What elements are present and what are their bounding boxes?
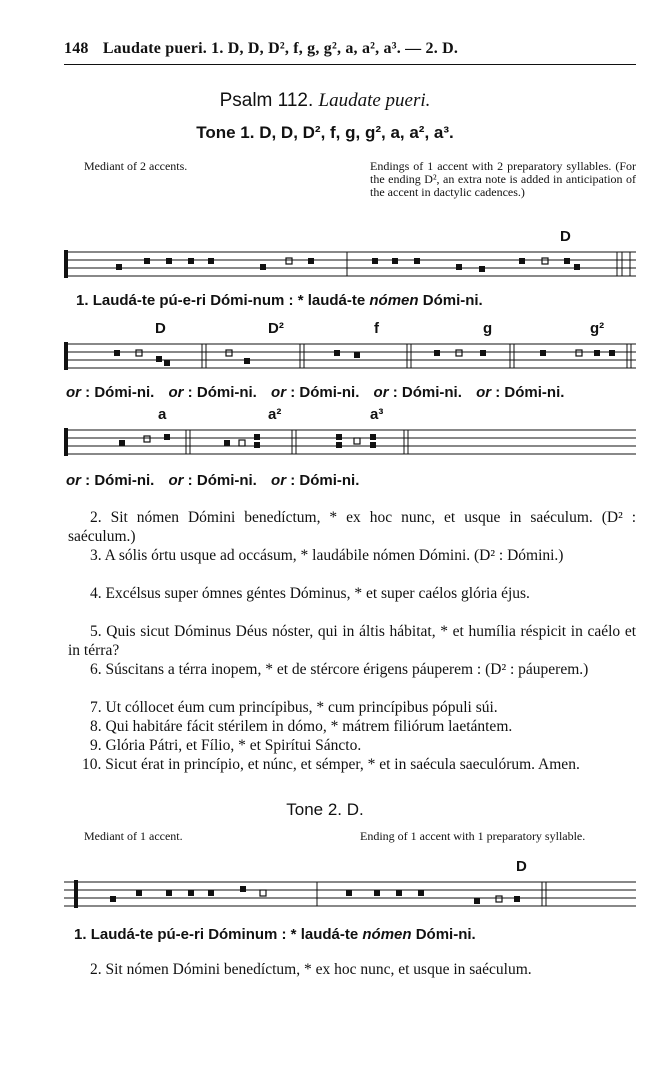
tone1-heading: Tone 1. D, D, D², f, g, g², a, a², a³. — [196, 123, 454, 142]
tone2-verse-2 — [68, 960, 636, 979]
tone2-lyrics-part-b: Dómi-ni. — [415, 926, 476, 943]
or-word: or — [373, 384, 389, 401]
verse-number: 3. — [90, 547, 102, 564]
tone2-lyrics-italic: nómen — [362, 926, 412, 943]
ending-text: Dómi-ni. — [299, 472, 360, 489]
or-word: or — [476, 384, 492, 401]
tone2-mediant-note: Mediant of 1 accent. — [84, 829, 183, 843]
verse-text: Sit nómen Dómini benedíctum, * ex hoc nunc, et usque in saéculum. (D² : saéculum.) — [68, 509, 636, 545]
verse-number: 10. — [82, 756, 102, 773]
page-number: 148 — [64, 40, 89, 57]
or-word: or — [66, 472, 81, 489]
verse-10 — [68, 755, 636, 774]
ending-text: Dómi-ni. — [94, 384, 155, 401]
tone1-endings-lyrics-2: or : Dómi-ni. or : Dómi-ni. or : Dómi-ni. — [66, 472, 360, 489]
tone1-ending-note: Endings of 1 accent with 2 preparatory syllables. (For the ending D², an extra note is added in anticipation of the accent in dactylic cadences.) — [370, 159, 636, 199]
verse-text: Sit nómen Dómini benedíctum, * ex hoc nunc, et usque in saéculum. — [105, 961, 532, 978]
ending-text: Dómi-ni. — [299, 384, 360, 401]
verse-number: 8. — [90, 718, 102, 735]
staff2-label-f: f — [374, 320, 379, 337]
verse-number: 4. — [90, 585, 102, 602]
or-word: or — [66, 384, 81, 401]
tone2-ending-note: Ending of 1 accent with 1 preparatory syllable. — [360, 829, 586, 843]
tone1-staff1-label: D — [560, 228, 571, 245]
verse-6 — [68, 660, 636, 679]
or-word: or — [271, 384, 287, 401]
tone2-staff-label: D — [516, 858, 527, 875]
tone1-mediant-note: Mediant of 2 accents. — [84, 159, 188, 173]
verse-text: A sólis órtu usque ad occásum, * laudábile nómen Dómini. (D² : Dómini.) — [104, 547, 564, 564]
tone1-lyrics-separator: : * laudá-te — [288, 292, 366, 309]
staff3-label-a: a — [158, 406, 167, 423]
staff3-label-a3: a³ — [370, 406, 384, 423]
verse-text: Sicut érat in princípio, et núnc, et sémper, * et in saécula saeculórum. Amen. — [105, 756, 580, 773]
ending-text: Dómi-ni. — [401, 384, 462, 401]
tone1-lyrics-part-a: Laudá-te pú-e-ri Dómi-num — [92, 292, 285, 309]
verse-text: Súscitans a térra inopem, * et de stércore érigens páuperem : (D² : páuperem.) — [105, 661, 589, 678]
verse-7 — [68, 698, 636, 717]
staff3-label-a2: a² — [268, 406, 282, 423]
or-word: or — [168, 384, 184, 401]
verse-4 — [68, 584, 636, 603]
staff2-label-g: g — [483, 320, 493, 337]
header-rule — [64, 64, 636, 65]
tone1-lyrics-line — [76, 292, 483, 309]
verse-number: 9. — [90, 737, 102, 754]
or-word: or — [271, 472, 287, 489]
tone2-lyrics-number: 1. — [74, 926, 87, 943]
staff2-label-d2: D² — [268, 320, 284, 337]
tone1-endings-lyrics-1: or : Dómi-ni. or : Dómi-ni. or : Dómi-ni. or : Dómi-ni. or : Dómi-ni. — [66, 384, 565, 401]
psalm-incipit: Laudate pueri. — [318, 90, 431, 111]
verse-9 — [68, 736, 636, 755]
verse-number: 7. — [90, 699, 102, 716]
staff2-label-g2: g² — [590, 320, 605, 337]
tone1-lyrics-number: 1. — [76, 292, 89, 309]
staff-tone1-endings-1 — [64, 338, 636, 378]
verse-text: Excélsus super ómnes géntes Dóminus, * et super caélos glória éjus. — [105, 585, 530, 602]
or-word: or — [168, 472, 184, 489]
tone2-lyrics-line — [74, 926, 476, 943]
verse-2 — [68, 508, 636, 546]
tone2-lyrics-part-a: Laudá-te pú-e-ri Dóminum : * laudá-te — [90, 926, 359, 943]
ending-text: Dómi-ni. — [504, 384, 565, 401]
verse-text: Glória Pátri, et Fílio, * et Spirítui Sáncto. — [105, 737, 362, 754]
psalm-number: Psalm 112. — [219, 90, 314, 111]
verse-text: Quis sicut Dóminus Déus nóster, qui in áltis hábitat, * et humília réspicit in caélo et in térra? — [68, 623, 637, 659]
running-head-text: Laudate pueri. 1. D, D, D², f, g, g², a, a², a³. — 2. D. — [102, 40, 459, 57]
verse-text: Ut cóllocet éum cum princípibus, * cum princípibus pópuli súi. — [105, 699, 498, 716]
staff-tone1-endings-2 — [64, 424, 636, 464]
verse-text: Qui habitáre fácit stérilem in dómo, * mátrem filiórum laetántem. — [105, 718, 513, 735]
verse-5 — [68, 622, 636, 660]
ending-text: Dómi-ni. — [94, 472, 155, 489]
verse-8 — [68, 717, 636, 736]
tone2-heading: Tone 2. D. — [286, 800, 364, 819]
staff2-label-d: D — [155, 320, 166, 337]
verse-number: 5. — [90, 623, 102, 640]
staff-tone2 — [64, 876, 636, 916]
tone1-lyrics-part-b: Dómi-ni. — [422, 292, 483, 309]
ending-text: Dómi-ni. — [196, 472, 257, 489]
running-head — [64, 40, 636, 58]
psalm-title — [0, 90, 650, 112]
verse-3 — [68, 546, 636, 565]
verse-number: 2. — [90, 509, 102, 526]
verse-number: 6. — [90, 661, 102, 678]
verse-number: 2. — [90, 961, 102, 978]
ending-text: Dómi-ni. — [196, 384, 257, 401]
tone1-lyrics-italic: nómen — [369, 292, 419, 309]
staff-tone1-main — [64, 246, 636, 286]
